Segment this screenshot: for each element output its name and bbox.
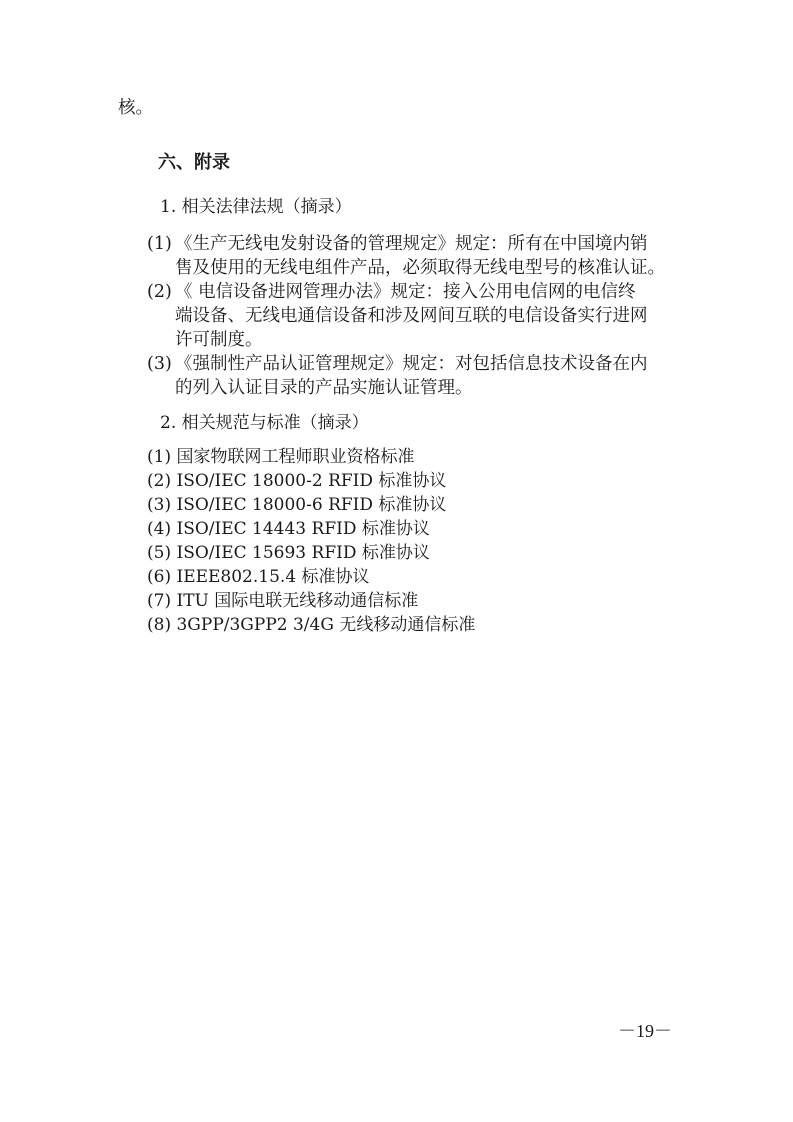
law-item-continuation: 端设备、无线电通信设备和涉及网间互联的电信设备实行进网 — [175, 306, 648, 326]
law-item-text: 《强制性产品认证管理规定》规定：对包括信息技术设备在内 — [175, 354, 648, 374]
law-item-text: 《生产无线电发射设备的管理规定》规定：所有在中国境内销 — [175, 234, 648, 254]
standard-item: (6) IEEE802.15.4 标准协议 — [147, 567, 370, 587]
law-item — [147, 353, 648, 375]
standard-item: (7) ITU 国际电联无线移动通信标准 — [147, 591, 419, 611]
standard-item: (4) ISO/IEC 14443 RFID 标准协议 — [147, 519, 430, 539]
subsection-heading-standards: 2. 相关规范与标准（摘录） — [160, 413, 369, 433]
continuation-text: 核。 — [118, 98, 153, 118]
standard-item: (5) ISO/IEC 15693 RFID 标准协议 — [147, 543, 430, 563]
standard-item: (1) 国家物联网工程师职业资格标准 — [147, 447, 415, 467]
law-item-number: (3) — [147, 354, 172, 374]
subsection-heading-laws: 1. 相关法律法规（摘录） — [160, 197, 352, 217]
law-item-text: 《 电信设备进网管理办法》规定：接入公用电信网的电信终 — [175, 282, 636, 302]
law-item-number: (2) — [147, 282, 172, 302]
law-item — [147, 281, 636, 303]
standard-item: (3) ISO/IEC 18000-6 RFID 标准协议 — [147, 495, 447, 515]
law-item-continuation: 的列入认证目录的产品实施认证管理。 — [175, 378, 473, 398]
law-item-continuation: 许可制度。 — [175, 330, 263, 350]
law-item — [147, 233, 648, 255]
page-number: －19－ — [618, 1021, 672, 1041]
standard-item: (2) ISO/IEC 18000-2 RFID 标准协议 — [147, 471, 447, 491]
law-item-number: (1) — [147, 234, 172, 254]
section-heading: 六、附录 — [158, 152, 230, 173]
law-item-continuation: 售及使用的无线电组件产品，必须取得无线电型号的核准认证。 — [175, 258, 665, 278]
standard-item: (8) 3GPP/3GPP2 3/4G 无线移动通信标准 — [147, 615, 476, 635]
